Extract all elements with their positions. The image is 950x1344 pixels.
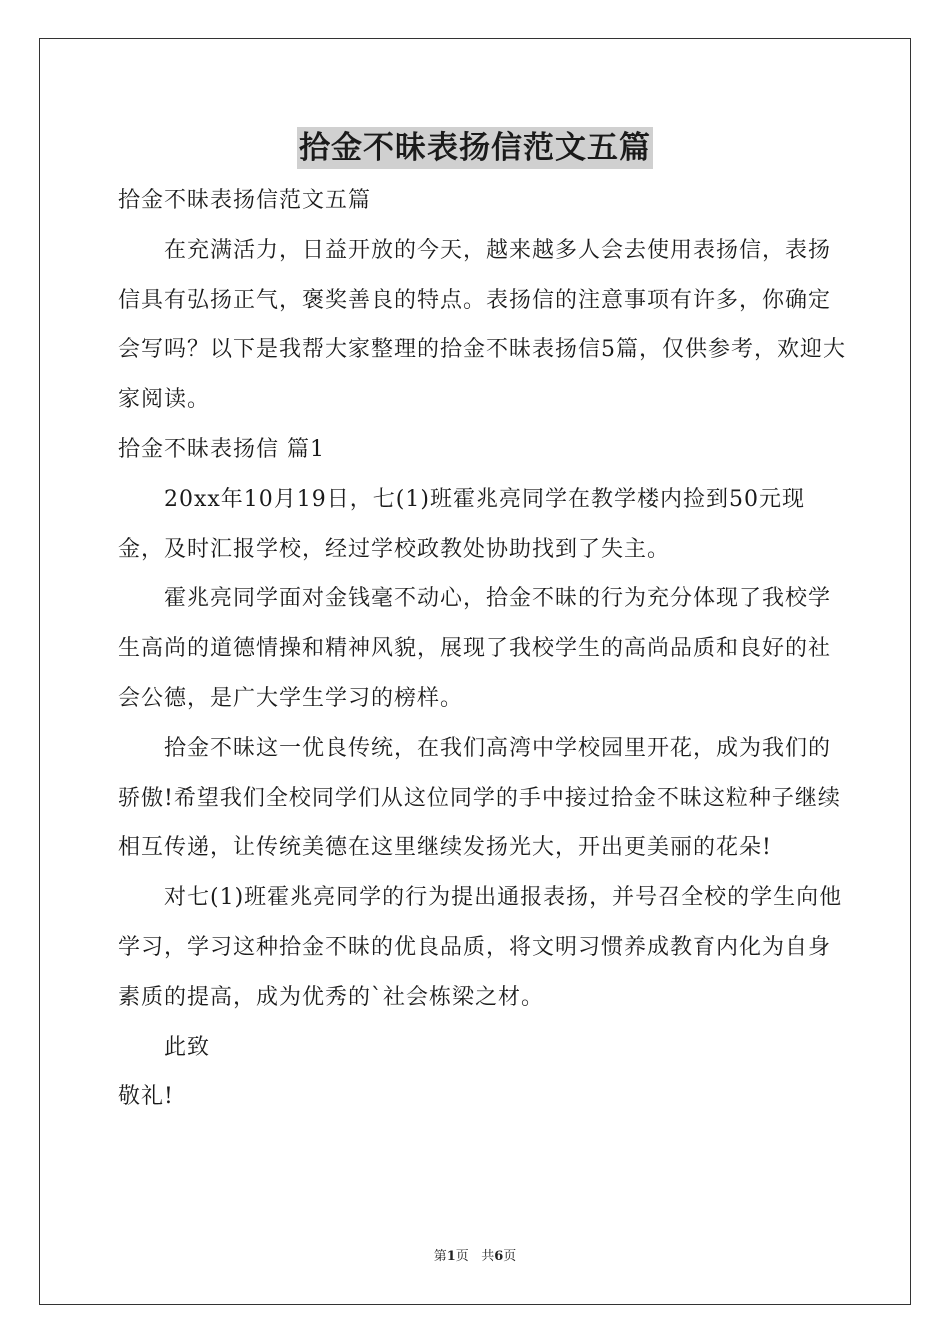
document-title: 拾金不昧表扬信范文五篇 [297,127,653,169]
paragraph: 在充满活力，日益开放的今天，越来越多人会去使用表扬信，表扬信具有弘扬正气，褒奖善良的特点。表扬信的注意事项有许多，你确定会写吗？以下是我帮大家整理的拾金不昧表扬信5篇，仅供参考，欢迎大家阅读。 [118,237,846,413]
page-total: 6 [494,1249,504,1264]
closing-line: 此致 [164,1034,211,1060]
page-prefix: 第 [433,1249,447,1264]
salutation: 敬礼! [118,1084,174,1110]
paragraph: 对七(1)班霍兆亮同学的行为提出通报表扬，并号召全校的学生向他学习，学习这种拾金不昧的优良品质，将文明习惯养成教育内化为自身素质的提高，成为优秀的`社会栋梁之材。 [118,885,843,1010]
paragraph: 霍兆亮同学面对金钱毫不动心，拾金不昧的行为充分体现了我校学生高尚的道德情操和精神风貌，展现了我校学生的高尚品质和良好的社会公德，是广大学生学习的榜样。 [118,586,832,711]
paragraph: 拾金不昧这一优良传统，在我们高湾中学校园里开花，成为我们的骄傲!希望我们全校同学们从这位同学的手中接过拾金不昧这粒种子继续相互传递，让传统美德在这里继续发扬光大，开出更美丽的花朵! [118,735,841,861]
page-suffix: 页 [455,1249,469,1264]
paragraph: 拾金不昧表扬信范文五篇 [118,188,372,213]
title-container [0,127,950,169]
section-heading: 拾金不昧表扬信 篇1 [118,436,325,462]
page-current: 1 [446,1249,456,1264]
paragraph: 20xx年10月19日，七(1)班霍兆亮同学在教学楼内捡到50元现金，及时汇报学校，经过学校政教处协助找到了失主。 [118,486,805,562]
page-footer [0,1245,950,1264]
total-prefix: 共 [481,1249,495,1264]
total-suffix: 页 [503,1249,517,1264]
document-body [118,176,846,1122]
